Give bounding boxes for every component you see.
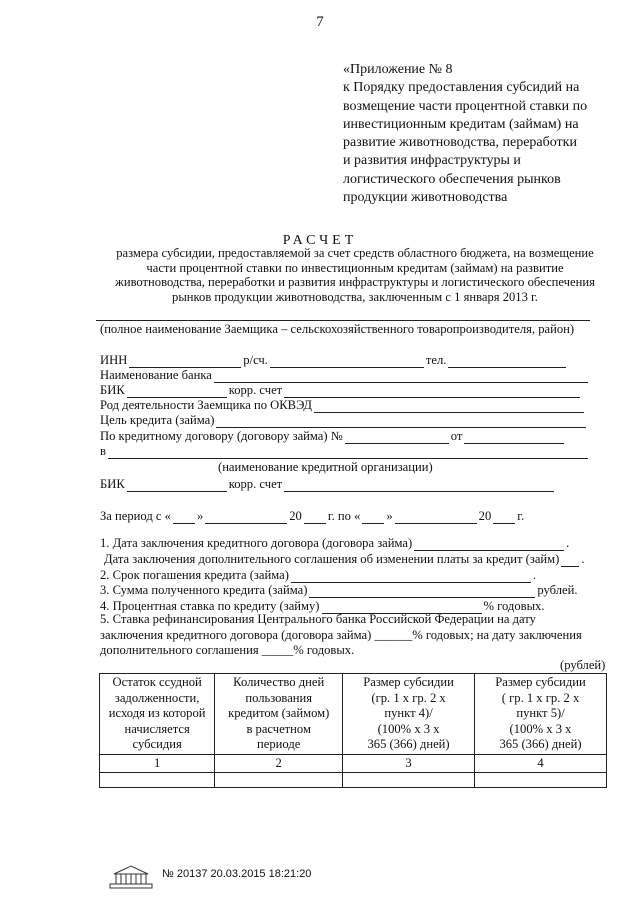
header-text: Размер субсидии <box>495 675 586 689</box>
item-1-field[interactable] <box>414 538 564 551</box>
period-from-day-field[interactable] <box>173 511 195 524</box>
header-text: исходя из которой <box>108 706 206 720</box>
appendix-line: возмещение части процентной ставки по <box>343 98 588 114</box>
page-number: 7 <box>316 14 324 30</box>
period-from-month-field[interactable] <box>205 511 287 524</box>
item-1-label: 1. Дата заключения кредитного договора (договора займа) <box>100 536 413 550</box>
activity-label: Род деятельности Заемщика по ОКВЭД <box>100 398 312 412</box>
item-3-field[interactable] <box>309 585 535 598</box>
item-2-label: 2. Срок погашения кредита (займа) <box>100 568 289 582</box>
appendix-line: развитие животноводства, переработки <box>343 135 577 151</box>
appendix-line: инвестиционным кредитам (займам) на <box>343 116 579 132</box>
loan-purpose-label: Цель кредита (займа) <box>100 413 215 427</box>
loan-agreement-row <box>100 428 566 444</box>
in-label: в <box>100 444 106 458</box>
header-text: (100% х 3 х <box>509 721 572 736</box>
appendix-line: к Порядку предоставления субсидий на <box>343 80 580 96</box>
column-number: 1 <box>100 754 215 773</box>
year-prefix: 20 <box>478 509 492 523</box>
bik2-label: БИК <box>100 477 125 491</box>
credit-org-caption: (наименование кредитной организации) <box>218 460 433 474</box>
corr-account2-field[interactable] <box>284 479 554 492</box>
period-to-label: г. по « <box>327 509 361 523</box>
item-4-end: % годовых. <box>483 599 545 613</box>
appendix-block <box>343 61 623 207</box>
header-text: в расчетном <box>246 721 311 736</box>
period-label: За период с « <box>100 509 171 523</box>
item-3 <box>100 582 578 598</box>
activity-row <box>100 397 586 413</box>
item-5-line: 5. Ставка рефинансирования Центрального банка Российской Федерации на дату <box>100 612 536 626</box>
header-text: пункт 5)/ <box>516 706 565 720</box>
quote-close: » <box>196 509 204 523</box>
header-text: субсидия <box>132 737 182 751</box>
item-3-end: рублей. <box>537 583 578 597</box>
period-row <box>100 508 524 524</box>
bank-name-label: Наименование банка <box>100 368 212 382</box>
bank-name-row <box>100 367 590 383</box>
subtitle-line: части процентной ставки по инвестиционным кредитам (займам) на развитие <box>146 260 564 275</box>
header-text: Количество дней <box>233 675 325 689</box>
table-header-cell <box>100 674 215 755</box>
item-2 <box>100 567 536 583</box>
header-text: периоде <box>257 737 301 751</box>
item-1b-end: . <box>581 552 585 566</box>
quote-close: » <box>386 509 393 523</box>
header-text: (100% х 3 х <box>377 721 440 736</box>
item-3-label: 3. Сумма полученного кредита (займа) <box>100 583 308 597</box>
header-text: кредитом (займом) <box>228 706 330 720</box>
appendix-line: «Приложение № 8 <box>343 62 453 77</box>
phone-label: тел. <box>425 353 447 367</box>
subsidy-table <box>99 673 607 788</box>
table-cell[interactable] <box>343 773 475 788</box>
period-to-day-field[interactable] <box>362 511 384 524</box>
loan-purpose-row <box>100 412 588 428</box>
header-text: начисляется <box>124 721 190 736</box>
column-number: 2 <box>215 754 343 773</box>
credit-org-field[interactable] <box>108 446 588 459</box>
bik-row <box>100 382 582 398</box>
document-registration-footer: № 20137 20.03.2015 18:21:20 <box>162 868 312 880</box>
item-1b-label: Дата заключения дополнительного соглашения об изменении платы за кредит (займ) <box>104 552 560 566</box>
table-header-cell <box>215 674 343 755</box>
header-text: 365 (366) дней) <box>499 737 582 751</box>
period-to-year-field[interactable] <box>493 511 515 524</box>
subtitle-line: животноводства, переработки и развития инфраструктуры и логистического обеспечения <box>115 275 595 290</box>
borrower-caption: (полное наименование Заемщика – сельскохозяйственного товаропроизводителя, район) <box>100 322 575 336</box>
appendix-line: продукции животноводства <box>343 190 508 206</box>
table-header-cell <box>343 674 475 755</box>
header-text: ( гр. 1 х гр. 2 х <box>501 690 580 705</box>
bik-label: БИК <box>100 383 125 397</box>
column-number: 4 <box>475 754 607 773</box>
table-cell[interactable] <box>215 773 343 788</box>
item-1-end: . <box>566 536 570 550</box>
inn-label: ИНН <box>100 353 128 367</box>
header-text: задолженности, <box>114 690 200 705</box>
loan-agreement-label: По кредитному договору (договору займа) № <box>100 429 343 443</box>
header-text: Размер субсидии <box>363 675 454 689</box>
year-suffix: г. <box>517 509 525 523</box>
credit-org-row <box>100 443 590 459</box>
item-2-end: . <box>532 568 537 582</box>
document-title: РАСЧЕТ <box>282 233 358 248</box>
bik2-field[interactable] <box>127 479 227 492</box>
loan-purpose-field[interactable] <box>216 415 586 428</box>
header-text: 365 (366) дней) <box>367 737 450 751</box>
period-to-month-field[interactable] <box>395 511 477 524</box>
item-4-label: 4. Процентная ставка по кредиту (займу) <box>100 599 320 613</box>
corr-account2-label: корр. счет <box>228 477 283 491</box>
table-number-row <box>100 754 607 773</box>
column-number: 3 <box>343 754 475 773</box>
appendix-line: и развития инфраструктуры и <box>343 153 521 169</box>
item-5-line: дополнительного соглашения _____% годовых. <box>100 643 355 658</box>
header-text: пользования <box>245 690 313 705</box>
borrower-name-line[interactable] <box>96 320 590 321</box>
table-header-cell <box>475 674 607 755</box>
appendix-line: логистического обеспечения рынков <box>343 171 561 187</box>
header-text: Остаток ссудной <box>112 675 202 689</box>
from-label: от <box>450 429 463 443</box>
item-5 <box>100 612 610 659</box>
building-seal-icon <box>108 864 154 890</box>
subtitle-line: рынков продукции животноводства, заключенным с 1 января 2013 г. <box>172 289 538 304</box>
inn-row <box>100 352 568 368</box>
document-subtitle <box>92 246 618 304</box>
year-prefix: 20 <box>289 509 302 523</box>
period-from-year-field[interactable] <box>304 511 326 524</box>
units-label: (рублей) <box>560 658 606 672</box>
table-cell[interactable] <box>475 773 607 788</box>
item-1b-field[interactable] <box>561 554 579 567</box>
header-text: пункт 4)/ <box>384 706 433 720</box>
item-1b <box>104 551 585 567</box>
bik2-row <box>100 476 556 492</box>
item-5-line: заключения кредитного договора (договора займа) ______% годовых; на дату заключения <box>100 627 582 642</box>
table-row <box>100 773 607 788</box>
account-label: р/сч. <box>243 353 268 367</box>
table-header-row <box>100 674 607 755</box>
header-text: (гр. 1 х гр. 2 х <box>371 690 446 705</box>
subtitle-line: размера субсидии, предоставляемой за счет средств областного бюджета, на возмещение <box>116 246 594 260</box>
table-cell[interactable] <box>100 773 215 788</box>
item-1 <box>100 535 569 551</box>
corr-account-label: корр. счет <box>228 383 283 397</box>
